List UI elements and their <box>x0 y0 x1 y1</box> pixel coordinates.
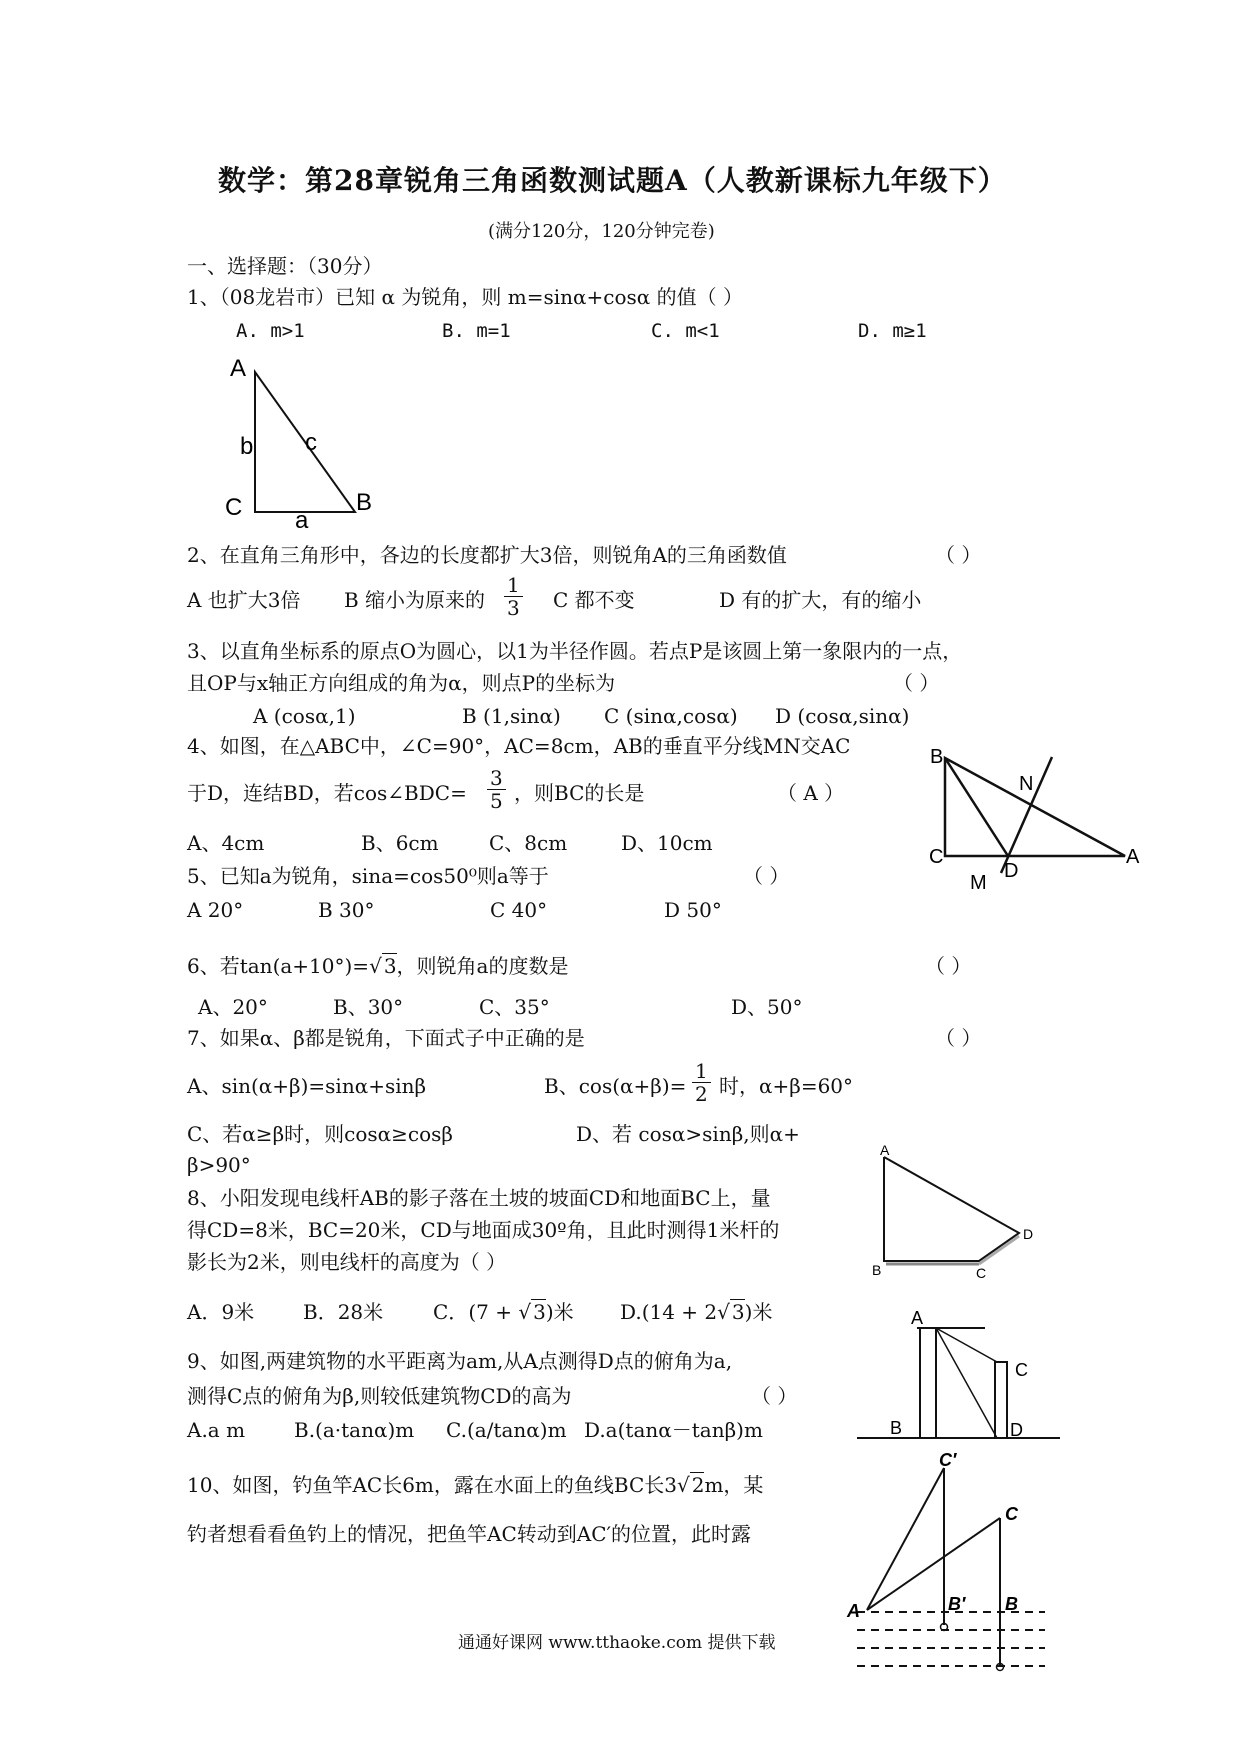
q9-option-d: D.a(tanα－tanβ)m <box>584 1418 763 1442</box>
figure-q10-fishing-rod <box>845 1440 1055 1670</box>
fig10-label-b-prime: B′ <box>948 1594 966 1614</box>
q8-option-d-root: 3 <box>731 1300 745 1324</box>
q5-option-a: A 20° <box>187 898 244 922</box>
fig4-label-m: M <box>970 872 987 894</box>
fig8-label-c: C <box>976 1265 987 1281</box>
figure-q1-triangle <box>220 350 380 534</box>
q4-line-2-suffix: ，则BC的长是 <box>514 781 645 805</box>
q8-option-c-unit: 米 <box>553 1300 574 1324</box>
q4-line-2-prefix: 于D，连结BD，若cos∠BDC= <box>187 781 467 805</box>
q2-option-b <box>344 588 485 612</box>
fig8-label-a: A <box>880 1142 890 1158</box>
q10-root: 2 <box>691 1473 705 1497</box>
q8-line-2: 得CD=8米，BC=20米，CD与地面成30º角，且此时测得1米杆的 <box>187 1218 780 1242</box>
q4-frac-num: 3 <box>487 767 506 790</box>
q4-option-d: D、10cm <box>621 831 713 855</box>
page-title: 数学：第28章锐角三角函数测试题A（人教新课标九年级下） <box>218 164 1007 197</box>
fig4-label-d: D <box>1004 860 1019 882</box>
q4-option-b: B、6cm <box>361 831 439 855</box>
fig10-label-c-prime: C′ <box>939 1450 957 1470</box>
fig1-label-side-c: c <box>305 429 317 456</box>
q7-stem: 7、如果α、β都是锐角，下面式子中正确的是 <box>187 1026 585 1050</box>
q1-option-a: A. m>1 <box>236 320 305 342</box>
q2-option-c: C 都不变 <box>553 588 635 612</box>
q9-option-b: B.(a·tanα)m <box>294 1418 415 1442</box>
fig9-label-a: A <box>911 1308 924 1328</box>
fig4-label-a: A <box>1126 846 1140 868</box>
q8-option-c-prefix: C． <box>433 1300 469 1324</box>
q8-option-d-unit: 米 <box>752 1300 773 1324</box>
q3-option-c: C (sinα,cosα) <box>604 704 738 728</box>
q7-fraction <box>690 1060 713 1105</box>
q8-option-c: C．(7 + √ 3)米 <box>433 1300 574 1324</box>
q10-line-1: 10、如图，钓鱼竿AC长6m，露在水面上的鱼线BC长3√ 2m，某 <box>187 1473 764 1497</box>
q4-fraction <box>485 767 508 812</box>
fig10-label-c: C <box>1005 1504 1018 1524</box>
q9-option-c: C.(a/tanα)m <box>446 1418 567 1442</box>
q7-option-c: C、若α≥β时，则cosα≥cosβ <box>187 1122 453 1146</box>
fig9-label-d: D <box>1010 1420 1023 1440</box>
q8-option-b: B．28米 <box>303 1300 384 1324</box>
q4-line-1: 4、如图，在△ABC中，∠C=90°，AC=8cm，AB的垂直平分线MN交AC <box>187 734 851 758</box>
figure-q9-buildings <box>855 1310 1070 1445</box>
q7-option-b-suffix: 时，α+β=60° <box>719 1074 854 1098</box>
q6-option-a: A、20° <box>198 995 268 1019</box>
q8-option-d-prefix: D. <box>620 1300 642 1324</box>
q4-frac-den: 5 <box>490 789 503 813</box>
fig4-label-n: N <box>1019 773 1034 795</box>
q3-option-a: A (cosα,1) <box>253 704 356 728</box>
q3-paren: （ ） <box>893 671 940 695</box>
q2-paren: （ ） <box>935 543 982 567</box>
fig1-label-a-vertex: A <box>230 355 247 382</box>
q7-option-b-prefix: B、cos(α+β)= <box>544 1074 687 1098</box>
q2-stem: 2、在直角三角形中，各边的长度都扩大3倍，则锐角A的三角函数值 <box>187 543 787 567</box>
q6-option-c: C、35° <box>479 995 550 1019</box>
q3-option-d: D (cosα,sinα) <box>775 704 910 728</box>
q7-option-d: D、若 cosα>sinβ,则α+ <box>576 1122 800 1146</box>
q1-option-c: C. m<1 <box>651 320 720 342</box>
q3-line-2: 且OP与x轴正方向组成的角为α，则点P的坐标为 <box>187 671 616 695</box>
q3-line-1: 3、以直角坐标系的原点O为圆心，以1为半径作圆。若点P是该圆上第一象限内的一点， <box>187 639 963 663</box>
page-footer: 通通好课网 www.tthaoke.com 提供下载 <box>458 1633 776 1653</box>
q2-frac-num: 1 <box>504 574 523 597</box>
fig4-label-c: C <box>929 846 944 868</box>
q2-option-b-prefix: B 缩小为原来的 <box>344 588 486 612</box>
q1-option-b: B. m=1 <box>442 320 511 342</box>
q7-option-d-continued: β>90° <box>187 1153 251 1177</box>
fig1-label-c-vertex: C <box>225 494 243 521</box>
q6-stem-prefix: 6、若tan(a+10°)= <box>187 954 370 978</box>
q6-paren: （ ） <box>925 954 972 978</box>
fig10-label-a: A <box>847 1601 860 1621</box>
q9-line-2: 测得C点的俯角为β,则较低建筑物CD的高为 <box>187 1384 572 1408</box>
q6-root: 3 <box>383 954 397 978</box>
q1-stem: 1、（08龙岩市）已知 α 为锐角，则 m=sinα+cosα 的值（ ） <box>187 285 744 309</box>
q6-stem-suffix: ，则锐角a的度数是 <box>396 954 569 978</box>
q5-option-d: D 50° <box>664 898 722 922</box>
q4-option-a: A、4cm <box>187 831 265 855</box>
fig1-label-side-b: b <box>240 433 254 460</box>
section-heading: 一、选择题：（30分） <box>187 254 383 278</box>
q5-option-c: C 40° <box>490 898 548 922</box>
q10-line-1-prefix: 10、如图，钓鱼竿AC长6m，露在水面上的鱼线BC长3 <box>187 1473 677 1497</box>
figure-q8-pole-shadow <box>870 1143 1045 1283</box>
q8-option-a: A．9米 <box>187 1300 255 1324</box>
q8-line-3: 影长为2米，则电线杆的高度为（ ） <box>187 1250 507 1274</box>
q6-stem: 6、若tan(a+10°)=√ 3，则锐角a的度数是 <box>187 954 569 978</box>
q9-line-1: 9、如图,两建筑物的水平距离为am,从A点测得D点的俯角为a, <box>187 1349 733 1373</box>
q7-paren: （ ） <box>935 1026 982 1050</box>
q8-line-1: 8、小阳发现电线杆AB的影子落在土坡的坡面CD和地面BC上，量 <box>187 1186 771 1210</box>
q5-stem: 5、已知a为锐角，sina=cos50⁰则a等于 <box>187 864 549 888</box>
q8-option-d-expr: 14 + 2 <box>649 1300 718 1324</box>
q8-option-c-expr: 7 + <box>476 1300 512 1324</box>
q4-option-c: C、8cm <box>489 831 568 855</box>
fig8-label-d: D <box>1023 1226 1034 1242</box>
fig4-label-b: B <box>930 746 944 768</box>
fig10-label-b: B <box>1005 1594 1018 1614</box>
fig9-label-c: C <box>1015 1360 1028 1380</box>
fig8-label-b: B <box>872 1262 882 1278</box>
fig1-label-b-vertex: B <box>356 489 373 516</box>
q10-line-1-suffix: m，某 <box>704 1473 764 1497</box>
q2-frac-den: 3 <box>507 596 520 620</box>
q2-option-d: D 有的扩大，有的缩小 <box>719 588 922 612</box>
q6-option-d: D、50° <box>731 995 803 1019</box>
q10-line-2: 钓者想看看鱼钓上的情况，把鱼竿AC转动到AC′的位置，此时露 <box>187 1522 752 1546</box>
q7-frac-den: 2 <box>695 1082 708 1106</box>
q2-fraction <box>502 574 525 619</box>
q8-option-d: D.(14 + 2√ 3)米 <box>620 1300 773 1324</box>
fig1-label-side-a: a <box>295 507 309 534</box>
figure-q4-triangle <box>925 745 1155 895</box>
q5-option-b: B 30° <box>318 898 375 922</box>
q5-paren: （ ） <box>743 864 790 888</box>
q9-option-a: A.a m <box>187 1418 246 1442</box>
q1-option-d: D. m≥1 <box>858 320 927 342</box>
q6-option-b: B、30° <box>333 995 404 1019</box>
page-subtitle: (满分120分，120分钟完卷) <box>488 221 715 242</box>
q7-frac-num: 1 <box>692 1060 711 1083</box>
q2-option-a: A 也扩大3倍 <box>187 588 301 612</box>
q7-option-a: A、sin(α+β)=sinα+sinβ <box>187 1074 427 1098</box>
q4-answer: （ A ） <box>777 781 845 805</box>
q9-paren: （ ） <box>751 1384 798 1408</box>
q8-option-c-root: 3 <box>533 1300 546 1324</box>
fig9-label-b: B <box>890 1418 903 1438</box>
q3-option-b: B (1,sinα) <box>462 704 561 728</box>
